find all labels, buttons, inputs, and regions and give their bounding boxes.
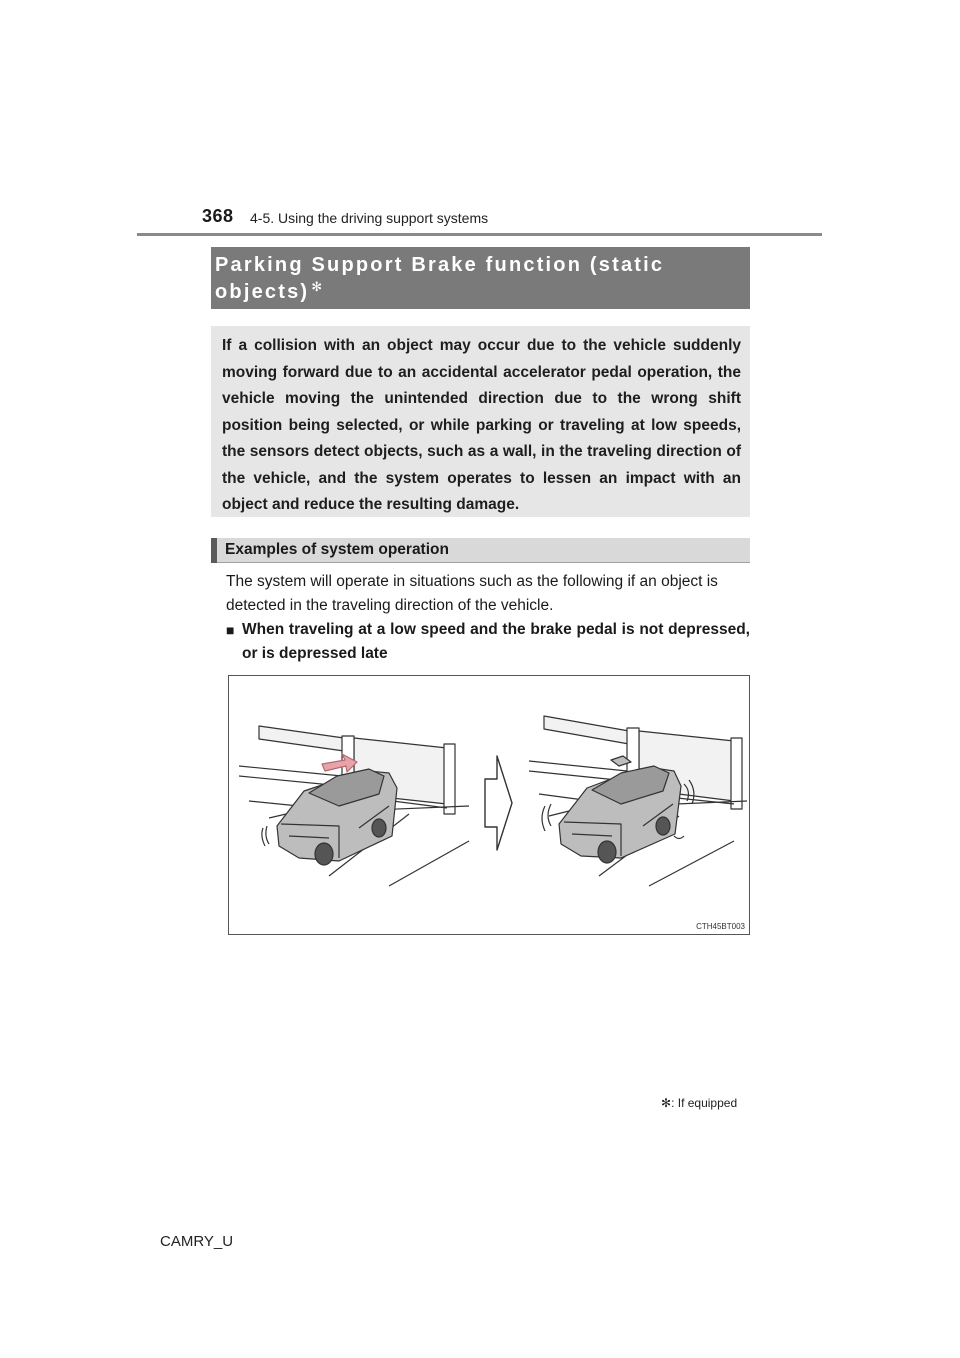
right-scene — [529, 716, 747, 886]
title-bar — [211, 247, 750, 309]
equipped-mark: ✻ — [311, 279, 323, 294]
subheading — [211, 538, 750, 563]
footnote-text: : If equipped — [671, 1096, 738, 1110]
bullet-text: When traveling at a low speed and the brake pedal is not depressed, or is depressed late — [242, 621, 750, 662]
body-text: The system will operate in situations such as the following if an object is detected in the traveling direction of the vehicle. — [226, 573, 718, 614]
section-label: 4-5. Using the driving support systems — [250, 210, 489, 226]
footnote-mark: ✻ — [661, 1096, 672, 1110]
left-scene — [239, 726, 469, 886]
arrow-icon — [485, 756, 512, 850]
page-title: Parking Support Brake function (static objects) — [215, 254, 665, 303]
footer-model: CAMRY_U — [160, 1233, 234, 1250]
bullet-mark: ■ — [226, 622, 235, 638]
footnote — [661, 1096, 737, 1110]
intro-box — [211, 326, 750, 517]
figure-code: CTH45BT003 — [696, 922, 745, 931]
intro-text: If a collision with an object may occur due to the vehicle suddenly moving forward due to an accidental accelerator pedal operation, the vehicle moving the unintended direction due to the wrong shift position being selected, or while parking or traveling at low speeds, the sensors detect objects, such as a wall, in the traveling direction of the vehicle, and the system operates to lessen an impact with an object and reduce the resulting damage. — [222, 337, 741, 513]
page-number: 368 — [202, 206, 234, 226]
header-rule — [137, 233, 822, 236]
bullet-item — [226, 618, 750, 666]
subheading-text: Examples of system operation — [225, 541, 449, 558]
illustration — [228, 675, 750, 935]
parking-illustration — [229, 676, 749, 934]
